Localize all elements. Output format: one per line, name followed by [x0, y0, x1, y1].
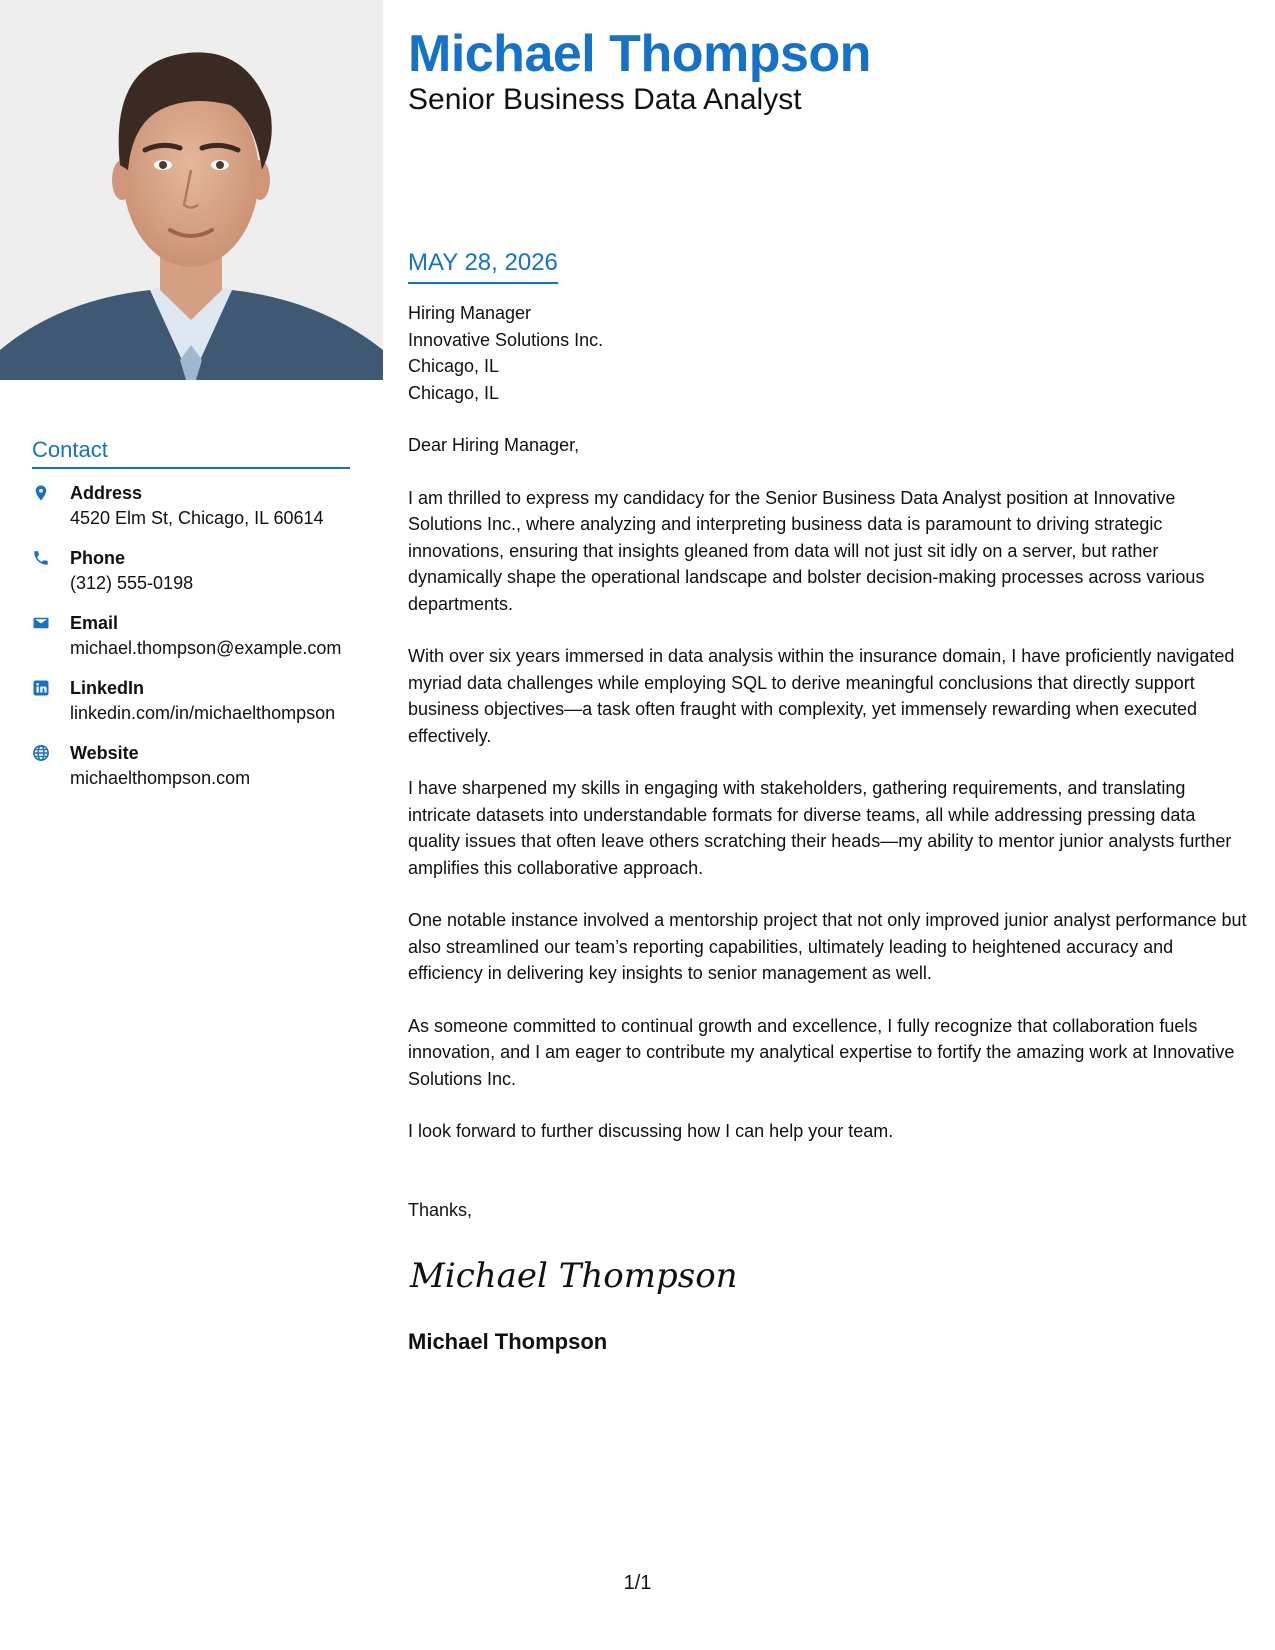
- contact-label: LinkedIn: [70, 678, 145, 698]
- website-value[interactable]: michaelthompson.com: [70, 768, 251, 788]
- recipient-line: Chicago, IL: [408, 356, 500, 376]
- body-paragraph: One notable instance involved a mentorship project that not only improved junior analyst performance but also streamlined our team’s reporting capabilities, ultimately leading to heightened accuracy and efficiency in delivering key insights to senior management as well.: [408, 910, 1247, 983]
- contact-item-address: [32, 481, 350, 531]
- phone-value[interactable]: (312) 555-0198: [70, 573, 194, 593]
- linkedin-value[interactable]: linkedin.com/in/michaelthompson: [70, 703, 336, 723]
- contact-label: Website: [70, 743, 139, 763]
- signed-name: Michael Thompson: [408, 1329, 608, 1354]
- globe-icon: [32, 741, 58, 791]
- contact-label: Address: [70, 483, 143, 503]
- profile-photo: [0, 0, 383, 380]
- contact-item-website: [32, 741, 350, 791]
- salutation: Dear Hiring Manager,: [408, 435, 580, 455]
- contact-label: Phone: [70, 548, 126, 568]
- body-paragraph: I have sharpened my skills in engaging with stakeholders, gathering requirements, and translating intricate datasets into understandable formats for diverse teams, all while addressing pressing data quality issues that often leave others scratching their heads—my ability to mentor junior analysts further amplifies this collaborative approach.: [408, 778, 1232, 878]
- closing: Thanks,: [408, 1199, 473, 1220]
- map-pin-icon: [32, 481, 58, 531]
- contact-item-linkedin: [32, 676, 350, 726]
- envelope-icon: [32, 611, 58, 661]
- address-value: 4520 Elm St, Chicago, IL 60614: [70, 508, 324, 528]
- signature-text: Michael Thompson: [410, 1256, 738, 1296]
- body-paragraph: With over six years immersed in data analysis within the insurance domain, I have proficiently navigated myriad data challenges while employing SQL to derive meaningful conclusions that directly support business objectives—a task often fraught with complexity, yet immensely rewarding when executed effectively.: [408, 646, 1235, 746]
- recipient-line: Chicago, IL: [408, 382, 500, 403]
- body-paragraph: I look forward to further discussing how I can help your team.: [408, 1121, 894, 1141]
- phone-icon: [32, 546, 58, 596]
- body-paragraph: I am thrilled to express my candidacy for the Senior Business Data Analyst position at Innovative Solutions Inc., where analyzing and interpreting business data is paramount to driving strategic innovations, ensuring that insights gleaned from data will not just sit idly on a server, but rather dynamically shape the operational landscape and bolster decision-making processes across various departments.: [408, 487, 1205, 614]
- page-number: 1/1: [623, 1572, 652, 1594]
- letter-body: [408, 248, 1248, 1356]
- recipient-line: Hiring Manager: [408, 303, 532, 323]
- handwritten-signature: [408, 1245, 1248, 1309]
- linkedin-icon: [32, 676, 58, 726]
- recipient-line: Innovative Solutions Inc.: [408, 329, 604, 350]
- contact-item-email: [32, 611, 350, 661]
- recipient-block: [408, 300, 1248, 406]
- letter-date: MAY 28, 2026: [408, 248, 558, 284]
- applicant-title: Senior Business Data Analyst: [408, 83, 802, 116]
- contact-section: [32, 437, 350, 806]
- applicant-name: Michael Thompson: [408, 25, 871, 83]
- contact-heading: Contact: [32, 437, 350, 469]
- email-value[interactable]: michael.thompson@example.com: [70, 638, 342, 658]
- body-paragraph: As someone committed to continual growth and excellence, I fully recognize that collaboration fuels innovation, and I am eager to contribute my analytical expertise to fortify the amazing work at Innovative Solutions Inc.: [408, 1015, 1235, 1089]
- contact-label: Email: [70, 613, 119, 633]
- contact-item-phone: [32, 546, 350, 596]
- portrait-image: [0, 0, 383, 380]
